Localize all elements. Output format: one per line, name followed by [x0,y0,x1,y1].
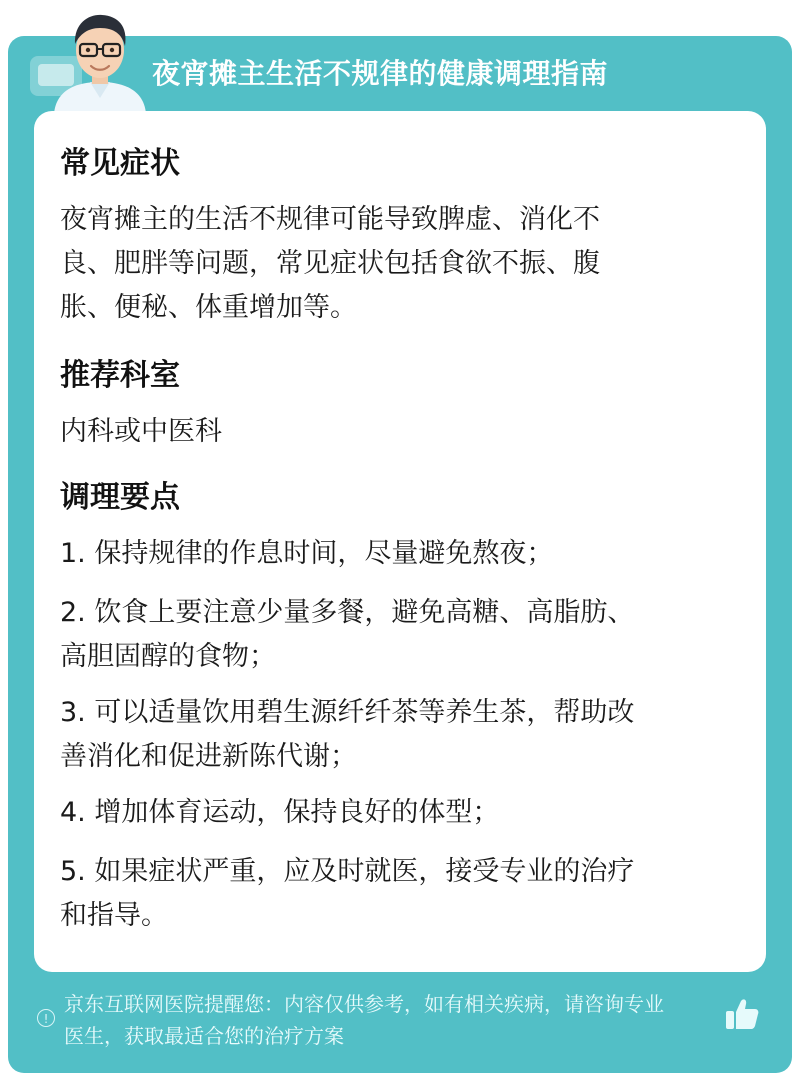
symptoms-line: 夜宵摊主的生活不规律可能导致脾虚、消化不 [60,204,600,235]
care-heading: 调理要点 [60,480,180,515]
disclaimer [64,988,734,1052]
care-item-line: 1. 保持规律的作息时间，尽量避免熬夜； [60,538,554,569]
symptoms-heading: 常见症状 [60,146,180,181]
doctor-avatar-icon [44,6,156,114]
department-text: 内科或中医科 [60,416,222,447]
care-item-5 [60,850,740,938]
info-icon: ! [37,1009,55,1027]
care-item-line: 和指导。 [60,900,168,931]
symptoms-line: 胀、便秘、体重增加等。 [60,292,357,323]
care-item-1 [60,532,740,576]
care-item-line: 2. 饮食上要注意少量多餐，避免高糖、高脂肪、 [60,597,635,628]
disclaimer-line: 京东互联网医院提醒您：内容仅供参考，如有相关疾病，请咨询专业 [64,992,664,1016]
care-item-line: 3. 可以适量饮用碧生源纤纤茶等养生茶，帮助改 [60,697,635,728]
care-item-3 [60,691,740,779]
care-item-line: 4. 增加体育运动，保持良好的体型； [60,797,500,828]
department-heading: 推荐科室 [60,358,180,393]
page-title: 夜宵摊主生活不规律的健康调理指南 [152,57,609,90]
disclaimer-line: 医生，获取最适合您的治疗方案 [64,1024,344,1048]
symptoms-line: 良、肥胖等问题，常见症状包括食欲不振、腹 [60,248,600,279]
care-item-line: 5. 如果症状严重，应及时就医，接受专业的治疗 [60,856,635,887]
care-item-line: 善消化和促进新陈代谢； [60,741,357,772]
thumbs-up-icon[interactable] [724,996,760,1032]
symptoms-text [60,198,740,330]
care-item-4 [60,791,740,835]
care-item-2 [60,591,740,679]
care-item-line: 高胆固醇的食物； [60,641,276,672]
